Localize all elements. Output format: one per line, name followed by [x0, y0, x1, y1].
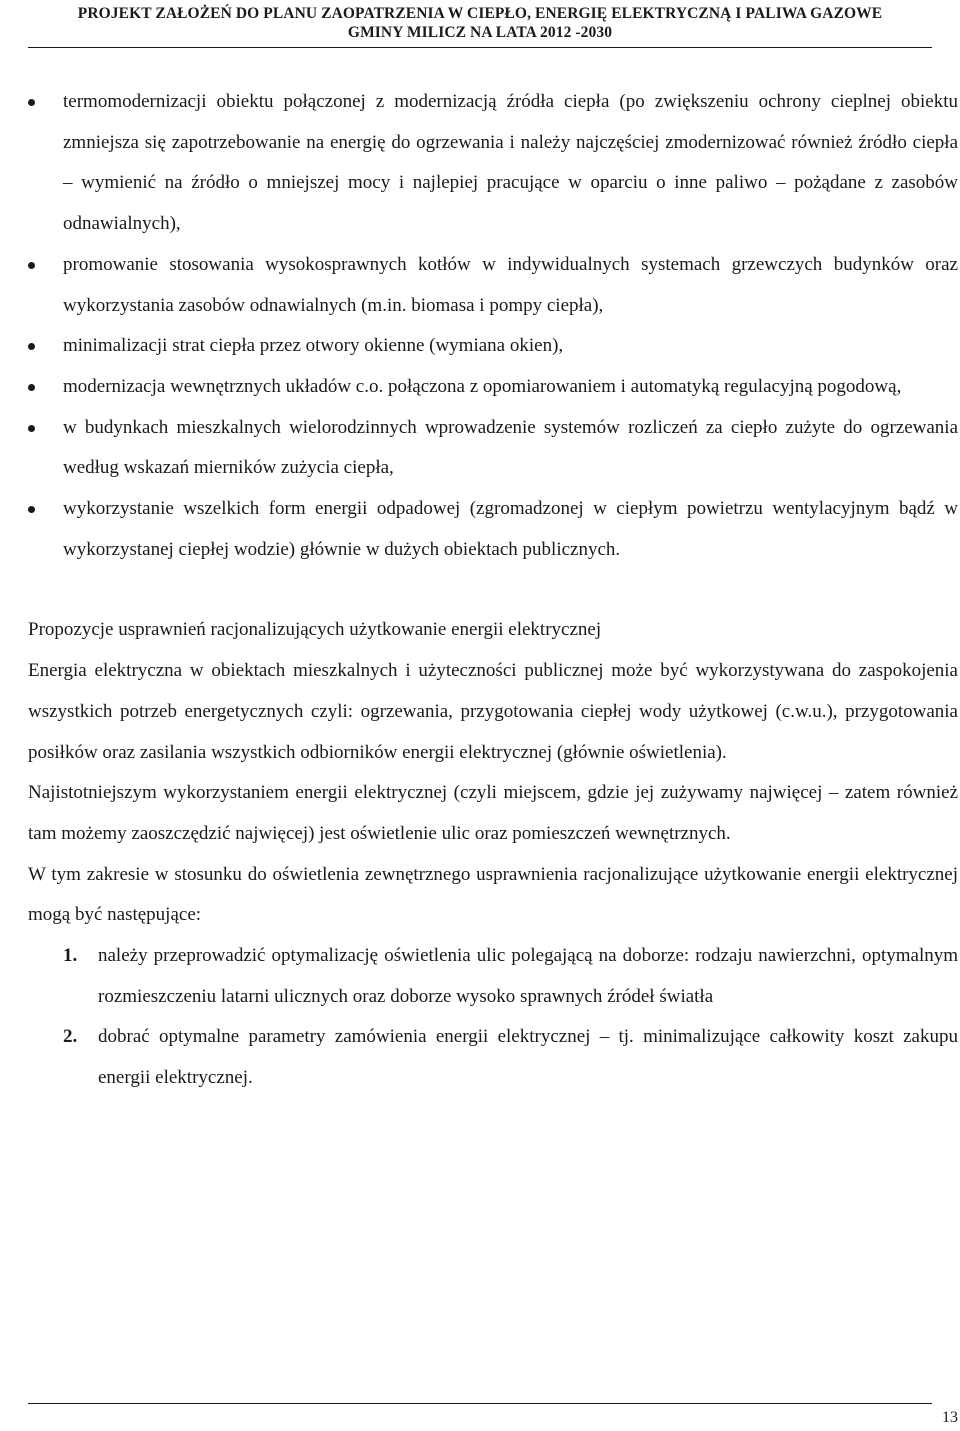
page-number: 13 — [942, 1409, 958, 1426]
footer-divider — [28, 1403, 932, 1404]
header-title-line2: GMINY MILICZ NA LATA 2012 -2030 — [347, 24, 613, 41]
list-item — [28, 367, 958, 408]
numbered-item — [28, 1017, 958, 1098]
numbered-item-text: dobrać optymalne parametry zamówienia energii elektrycznej – tj. minimalizujące całkowity koszt zakupu energii elektrycznej. — [98, 1026, 958, 1089]
paragraph: W tym zakresie w stosunku do oświetlenia zewnętrznego usprawnienia racjonalizujące użytkowanie energii elektrycznej mogą być następujące: — [28, 863, 958, 926]
measures-bullet-list — [28, 82, 958, 570]
bullet-icon — [28, 99, 35, 106]
list-item — [28, 82, 958, 245]
list-item-text: w budynkach mieszkalnych wielorodzinnych wprowadzenie systemów rozliczeń za ciepło zużyte do ogrzewania według wskazań mierników zużycia ciepła, — [63, 416, 958, 479]
header-title-line1: PROJEKT ZAŁOŻEŃ DO PLANU ZAOPATRZENIA W CIEPŁO, ENERGIĘ ELEKTRYCZNĄ I PALIWA GAZOWE — [77, 5, 883, 22]
list-item — [28, 408, 958, 489]
item-number: 2. — [63, 1026, 78, 1048]
numbered-list — [28, 936, 958, 1099]
header-divider — [28, 47, 932, 48]
list-item-text: minimalizacji strat ciepła przez otwory okienne (wymiana okien), — [63, 335, 564, 357]
page-header — [0, 4, 960, 42]
item-number: 1. — [63, 945, 78, 967]
section-heading: Propozycje usprawnień racjonalizujących użytkowanie energii elektrycznej — [28, 619, 602, 641]
bullet-icon — [28, 506, 35, 513]
list-item-text: modernizacja wewnętrznych układów c.o. połączona z opomiarowaniem i automatyką regulacyjną pogodową, — [63, 375, 902, 397]
paragraph: Najistotniejszym wykorzystaniem energii elektrycznej (czyli miejscem, gdzie jej zużywamy najwięcej – zatem również tam możemy zaoszczędzić najwięcej) jest oświetlenie ulic oraz pomieszczeń wewnętrznych. — [28, 782, 958, 844]
list-item-text: wykorzystanie wszelkich form energii odpadowej (zgromadzonej w ciepłym powietrzu wentylacyjnym bądź w wykorzystanej ciepłej wodzie) głównie w dużych obiektach publicznych. — [63, 498, 958, 560]
page-body — [28, 82, 958, 1099]
bullet-icon — [28, 343, 35, 350]
numbered-item-text: należy przeprowadzić optymalizację oświetlenia ulic polegającą na doborze: rodzaju nawierzchni, optymalnym rozmieszczeniu latarni ulicznych oraz doborze wysoko sprawnych źródeł światła — [98, 945, 958, 1007]
list-item — [28, 245, 958, 326]
list-item-text: promowanie stosowania wysokosprawnych kotłów w indywidualnych systemach grzewczych budynków oraz wykorzystania zasobów odnawialnych (m.in. biomasa i pompy ciepła), — [63, 253, 958, 316]
bullet-icon — [28, 425, 35, 432]
bullet-icon — [28, 262, 35, 269]
list-item — [28, 489, 958, 570]
list-item-text: termomodernizacji obiektu połączonej z modernizacją źródła ciepła (po zwiększeniu ochrony cieplnej obiektu zmniejsza się zapotrzebowanie na energię do ogrzewania i należy najczęściej zmodernizować również źródło ciepła – wymienić na źródło o mniejszej mocy i najlepiej pracujące w oparciu o inne paliwo – pożądane z zasobów odnawialnych), — [63, 91, 958, 235]
numbered-item — [28, 936, 958, 1017]
list-item — [28, 326, 958, 367]
bullet-icon — [28, 384, 35, 391]
paragraph: Energia elektryczna w obiektach mieszkalnych i użyteczności publicznej może być wykorzystywana do zaspokojenia wszystkich potrzeb energetycznych czyli: ogrzewania, przygotowania ciepłej wody użytkowej (c.w.u.), przygotowania posiłków oraz zasilania wszystkich odbiorników energii elektrycznej (głównie oświetlenia). — [28, 660, 958, 763]
section-spacer — [28, 570, 958, 610]
